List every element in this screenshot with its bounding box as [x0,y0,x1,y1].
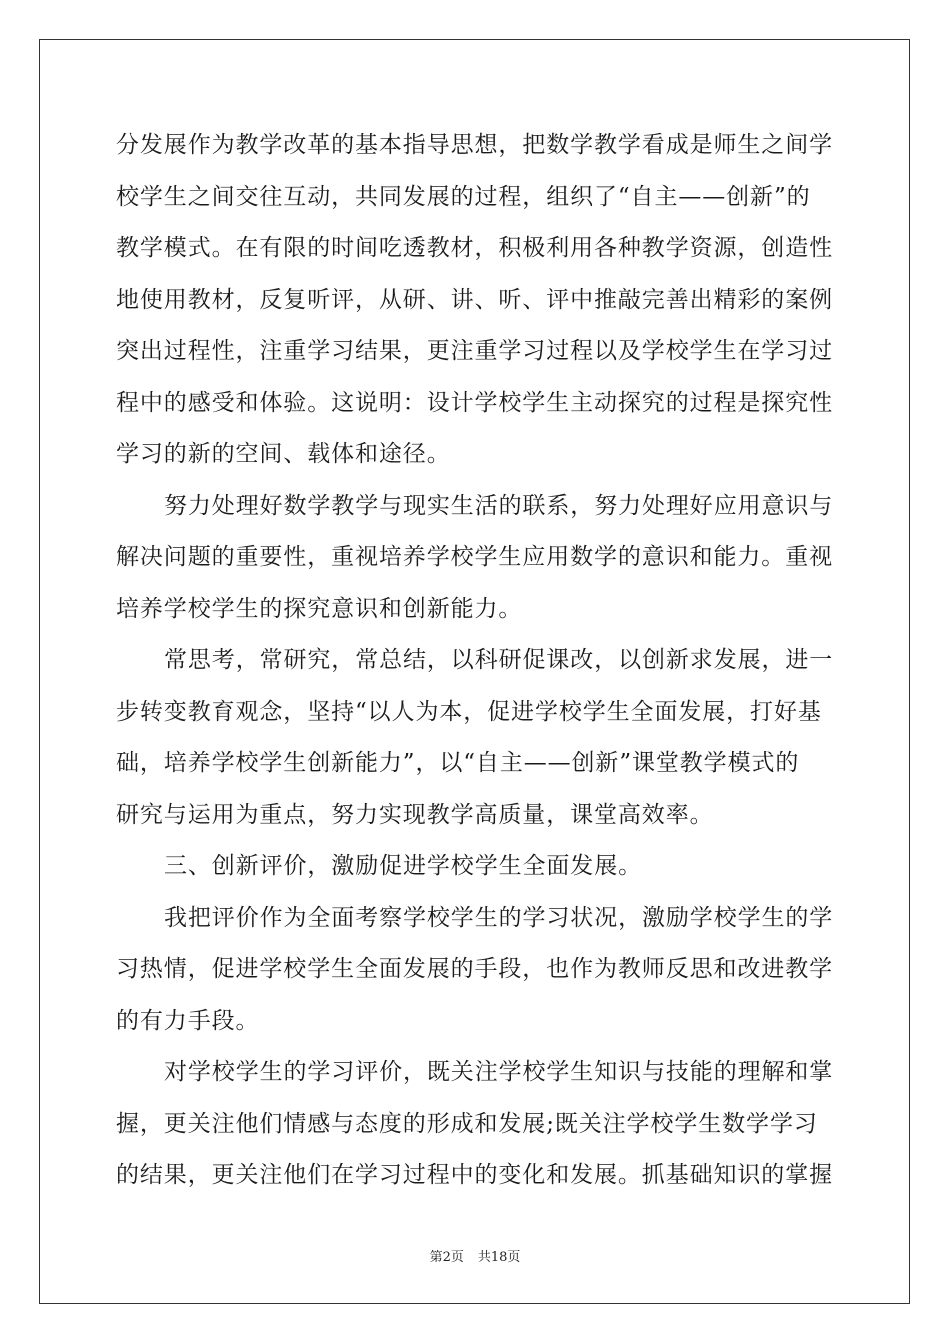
page-number: 第2页 [429,1250,464,1265]
text-line: 解决问题的重要性，重视培养学校学生应用数学的意识和能力。重视 [116,544,833,570]
text-line: 握，更关注他们情感与态度的形成和发展;既关注学校学生数学学习 [116,1110,818,1137]
text-line: 步转变教育观念，坚持“以人为本，促进学校学生全面发展，打好基 [116,698,822,725]
text-line: 三、创新评价，激励促进学校学生全面发展。 [164,853,642,879]
page-footer [0,1246,950,1265]
text-line: 常思考，常研究，常总结，以科研促课改，以创新求发展，进一 [164,647,834,673]
text-line: 地使用教材，反复听评，从研、讲、听、评中推敲完善出精彩的案例 [116,286,833,313]
text-line: 教学模式。在有限的时间吃透教材，积极利用各种教学资源，创造性 [116,235,833,261]
text-line: 校学生之间交往互动，共同发展的过程，组织了“自主——创新”的 [116,183,811,210]
text-line: 对学校学生的学习评价，既关注学校学生知识与技能的理解和掌 [164,1059,834,1085]
text-line: 努力处理好数学教学与现实生活的联系，努力处理好应用意识与 [164,492,834,519]
text-line: 我把评价作为全面考察学校学生的学习状况，激励学校学生的学 [164,904,834,931]
text-line: 的有力手段。 [116,1007,260,1034]
text-line: 习热情，促进学校学生全面发展的手段，也作为教师反思和改进教学 [116,956,833,982]
document-body [116,120,834,1202]
text-line: 突出过程性，注重学习结果，更注重学习过程以及学校学生在学习过 [116,338,833,364]
page-total: 共18页 [477,1250,521,1265]
text-line: 程中的感受和体验。这说明：设计学校学生主动探究的过程是探究性 [116,389,833,416]
text-line: 培养学校学生的探究意识和创新能力。 [116,595,523,622]
text-line: 分发展作为教学改革的基本指导思想，把数学教学看成是师生之间学 [116,132,833,158]
text-line: 研究与运用为重点，努力实现教学高质量，课堂高效率。 [116,801,714,828]
text-line: 础，培养学校学生创新能力”，以“自主——创新”课堂教学模式的 [116,750,800,776]
text-line: 的结果，更关注他们在学习过程中的变化和发展。抓基础知识的掌握 [116,1162,833,1188]
text-line: 学习的新的空间、载体和途径。 [116,441,451,467]
